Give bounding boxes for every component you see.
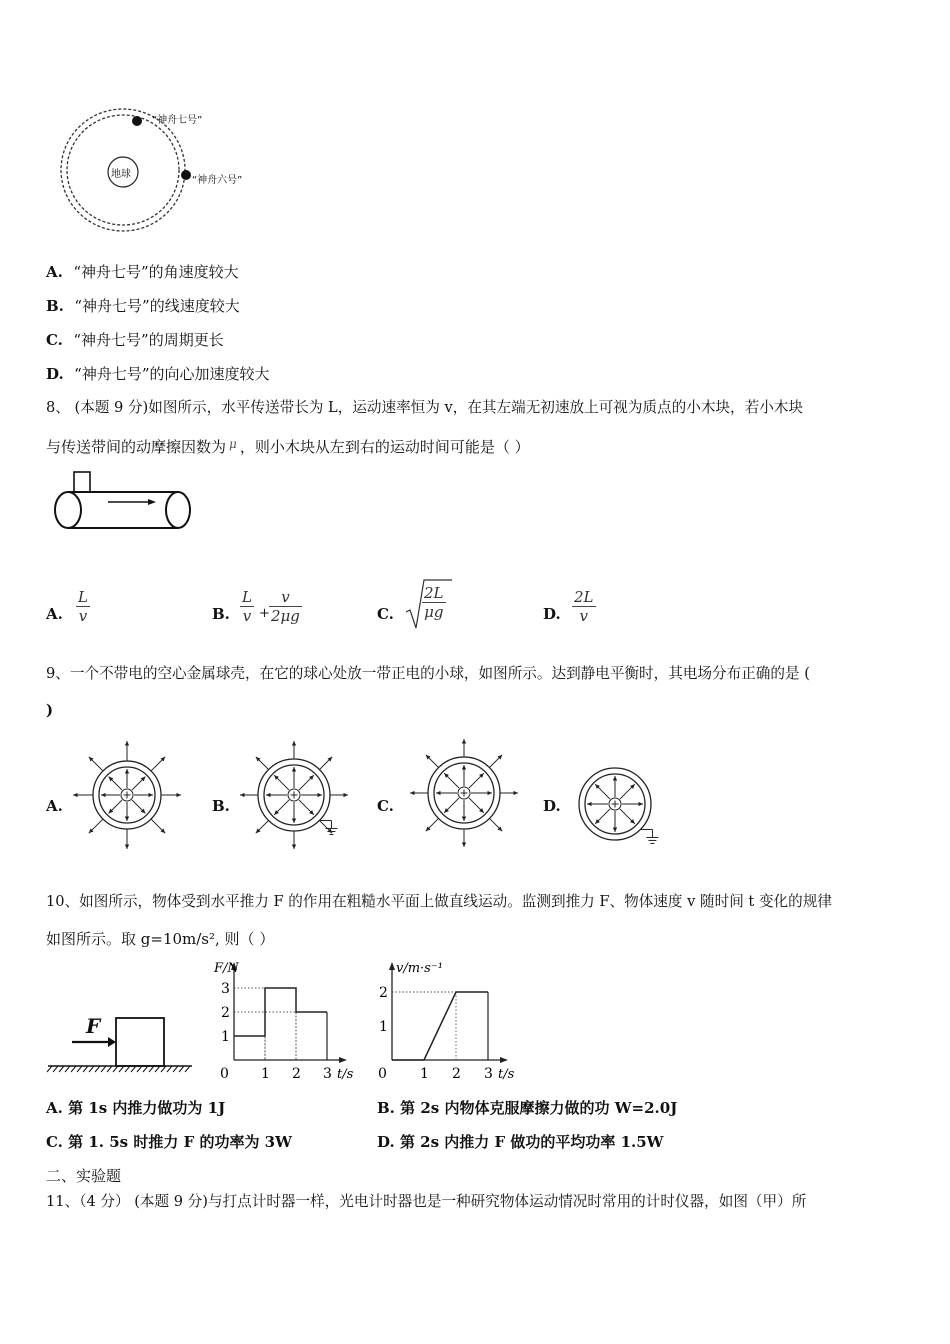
- x-tick-label: 1: [420, 1066, 429, 1082]
- block-on-ground-figure: [46, 1010, 196, 1080]
- q8-option-d-letter[interactable]: D.: [543, 605, 561, 623]
- shenzhou6-label: “神舟六号”: [192, 175, 243, 186]
- shenzhou7-dot: [132, 116, 142, 126]
- ground-hatch: [161, 1066, 166, 1072]
- ground-hatch: [149, 1066, 154, 1072]
- q8-option-c-formula: $\frac{2L}{\mu g}$: [424, 584, 444, 621]
- q8-stem-line2: 与传送带间的动摩擦因数为 $^\mu$ ，则小木块从左到右的运动时间可能是（ ）: [46, 437, 530, 456]
- q10-stem-line1: 10、如图所示，物体受到水平推力 F 的作用在粗糙水平面上做直线运动。监测到推力 F、物体速度 v 随时间 t 变化的规律: [46, 893, 832, 910]
- q10-option-d[interactable]: [377, 1132, 664, 1152]
- q8-stem-line1: 8、 (本题 9 分)如图所示，水平传送带长为 L，运动速率恒为 v，在其左端无初速放上可视为质点的小木块，若小木块: [46, 399, 803, 416]
- option-letter: D.: [46, 365, 64, 383]
- shenzhou6-dot: [181, 170, 191, 180]
- arrow-head: [410, 791, 415, 795]
- x-axis-label: t/s: [337, 1067, 354, 1082]
- arrow-head: [266, 793, 271, 797]
- x-tick-label: 0: [220, 1066, 229, 1082]
- ground-hatch: [89, 1066, 94, 1072]
- ground-hatch: [131, 1066, 136, 1072]
- y-tick-label: 2: [379, 985, 388, 1001]
- q10-option-a[interactable]: [46, 1098, 225, 1118]
- option-letter: B.: [377, 1099, 395, 1117]
- q8-option-a-formula: $\frac{L}{v}$: [78, 588, 88, 625]
- x-tick-label: 0: [378, 1066, 387, 1082]
- x-tick-label: 2: [452, 1066, 461, 1082]
- mu-symbol: μ: [229, 437, 237, 451]
- y-tick-label: 1: [379, 1019, 388, 1035]
- right-roller: [166, 492, 190, 528]
- arrow-head: [101, 793, 106, 797]
- arrow-head: [462, 842, 466, 847]
- y-axis-arrow: [389, 962, 395, 970]
- shenzhou7-label: “神舟七号”: [152, 115, 203, 126]
- option-letter: D.: [377, 1133, 395, 1151]
- option-letter: C.: [46, 1133, 63, 1151]
- arrow-head: [292, 741, 296, 746]
- q7-option-a[interactable]: [46, 262, 239, 282]
- q8-option-a-letter[interactable]: A.: [46, 605, 63, 623]
- arrow-head: [125, 844, 129, 849]
- arrow-head: [240, 793, 245, 797]
- arrow-head: [638, 802, 643, 806]
- q10-stem-line2: 如图所示。取 g=10m/s², 则（ ）: [46, 930, 275, 948]
- section-title: 二、实验题: [46, 1167, 122, 1185]
- x-axis-arrow: [500, 1057, 508, 1063]
- force-time-chart: [190, 956, 354, 1082]
- q8-option-b-letter[interactable]: B.: [212, 605, 230, 623]
- ground-hatch: [71, 1066, 76, 1072]
- q8-option-c-letter[interactable]: C.: [377, 605, 394, 623]
- arrow-head: [125, 741, 129, 746]
- q8-option-b-frac1: $\frac{L}{v}$: [242, 588, 252, 625]
- ground-hatch: [155, 1066, 160, 1072]
- option-letter: C.: [46, 331, 63, 349]
- ground-hatch: [59, 1066, 64, 1072]
- arrow-head: [73, 793, 78, 797]
- q8-option-b-frac2: $\frac{v}{2\mu g}$: [271, 588, 300, 625]
- q9-option-c[interactable]: C.: [377, 797, 394, 815]
- x-axis-label: t/s: [498, 1067, 515, 1082]
- option-letter: B.: [46, 297, 64, 315]
- ground-hatch: [113, 1066, 118, 1072]
- arrow-head: [462, 816, 466, 821]
- option-text: 第 2s 内推力 F 做功的平均功率 1.5W: [399, 1133, 664, 1151]
- block: [74, 472, 90, 492]
- ground-hatch: [83, 1066, 88, 1072]
- option-letter: A.: [46, 1099, 63, 1117]
- arrow-head: [487, 791, 492, 795]
- ground-hatch: [101, 1066, 106, 1072]
- arrow-head: [148, 793, 153, 797]
- ground-hatch: [53, 1066, 58, 1072]
- q9-option-b[interactable]: B.: [212, 797, 230, 815]
- y-axis-label: F/N: [214, 961, 239, 976]
- x-tick-label: 1: [261, 1066, 270, 1082]
- q9-option-a[interactable]: A.: [46, 797, 63, 815]
- ground-hatch: [179, 1066, 184, 1072]
- q10-option-b[interactable]: [377, 1098, 677, 1118]
- q9-stem-line2: ): [46, 701, 54, 719]
- x-tick-label: 3: [323, 1066, 332, 1082]
- arrow-head: [513, 791, 518, 795]
- arrow-head: [125, 769, 129, 774]
- force-label: F: [86, 1014, 101, 1038]
- arrow-head: [587, 802, 592, 806]
- q7-option-d[interactable]: [46, 364, 270, 384]
- x-axis-arrow: [339, 1057, 347, 1063]
- option-text: “神舟七号”的向心加速度较大: [74, 365, 270, 383]
- y-axis-label: v/m·s⁻¹: [396, 961, 443, 976]
- arrow-head: [613, 827, 617, 832]
- arrow-head: [292, 844, 296, 849]
- arrow-head: [292, 767, 296, 772]
- option-letter: A.: [46, 263, 63, 281]
- option-text: “神舟七号”的周期更长: [73, 331, 224, 349]
- option-text: 第 1. 5s 时推力 F 的功率为 3W: [68, 1133, 292, 1151]
- q7-option-c[interactable]: [46, 330, 224, 350]
- field-diagram-d: [570, 760, 670, 850]
- q8-option-d-formula: $\frac{2L}{v}$: [574, 588, 594, 625]
- block: [116, 1018, 164, 1066]
- ground-hatch: [137, 1066, 142, 1072]
- arrow-head: [343, 793, 348, 797]
- option-text: “神舟七号”的角速度较大: [73, 263, 239, 281]
- arrow-head: [176, 793, 181, 797]
- ground-hatch: [173, 1066, 178, 1072]
- option-text: 第 1s 内推力做功为 1J: [68, 1099, 226, 1117]
- field-diagram-b: [238, 740, 358, 860]
- option-text: “神舟七号”的线速度较大: [74, 297, 240, 315]
- plus-sign: +: [259, 606, 270, 621]
- arrow-head: [462, 765, 466, 770]
- option-text: 第 2s 内物体克服摩擦力做的功 W=2.0J: [400, 1099, 678, 1117]
- x-tick-label: 3: [484, 1066, 493, 1082]
- series-line: [392, 992, 488, 1060]
- y-tick-label: 2: [221, 1005, 230, 1021]
- arrow-head: [292, 818, 296, 823]
- arrow-head: [613, 776, 617, 781]
- ground-hatch: [65, 1066, 70, 1072]
- q7-option-b[interactable]: [46, 296, 240, 316]
- q10-option-c[interactable]: [46, 1132, 292, 1152]
- ground-hatch: [95, 1066, 100, 1072]
- earth-label: 地球: [111, 169, 131, 180]
- conveyor-belt-figure: [48, 468, 198, 538]
- ground-hatch: [119, 1066, 124, 1072]
- ground-hatch: [167, 1066, 172, 1072]
- q11-stem-line1: 11、（4 分） (本题 9 分)与打点计时器一样，光电计时器也是一种研究物体运动情况时常用的计时仪器，如图（甲）所: [46, 1193, 807, 1210]
- y-tick-label: 3: [221, 981, 230, 997]
- field-diagram-a: [72, 740, 182, 860]
- arrow-head: [125, 816, 129, 821]
- velocity-time-chart: [372, 956, 532, 1082]
- ground-hatch: [143, 1066, 148, 1072]
- ground-hatch: [107, 1066, 112, 1072]
- field-diagram-c: [408, 736, 523, 856]
- ground-hatch: [125, 1066, 130, 1072]
- left-roller: [55, 492, 81, 528]
- ground-hatch: [47, 1066, 52, 1072]
- ground-hatch: [77, 1066, 82, 1072]
- q9-option-d[interactable]: D.: [543, 797, 561, 815]
- arrow-head: [436, 791, 441, 795]
- y-tick-label: 1: [221, 1029, 230, 1045]
- x-tick-label: 2: [292, 1066, 301, 1082]
- arrow-head: [462, 739, 466, 744]
- q9-stem-line1: 9、一个不带电的空心金属球壳，在它的球心处放一带正电的小球，如图所示。达到静电平衡时，其电场分布正确的是 (: [46, 665, 810, 682]
- arrow-head: [317, 793, 322, 797]
